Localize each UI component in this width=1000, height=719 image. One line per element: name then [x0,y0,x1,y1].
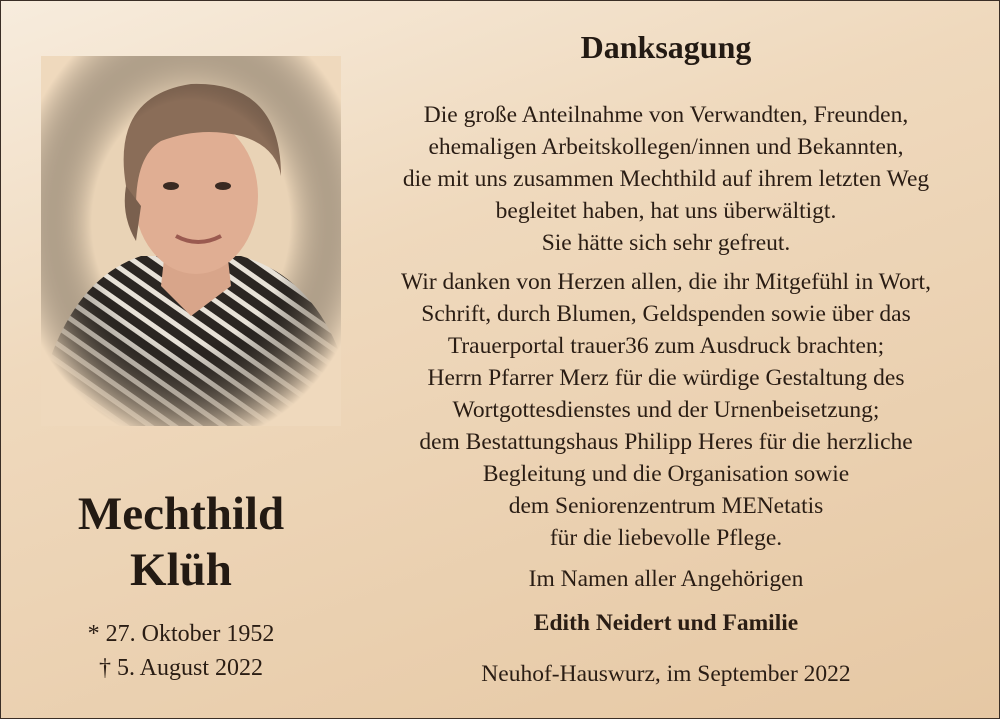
text-line: für die liebevolle Pflege. [549,525,783,551]
deceased-last-name: Klüh [130,544,232,596]
deceased-first-name: Mechthild [77,488,285,540]
paragraph-gratitude [346,99,986,227]
text-line: Begleitung und die Organisation sowie [482,461,850,487]
text-line: Wir danken von Herzen allen, die ihr Mitgefühl in Wort, [401,269,931,295]
text-line: dem Seniorenzentrum MENetatis [508,493,824,519]
text-line: begleitet haben, hat uns überwältigt. [495,198,837,224]
closing-line: Im Namen aller Angehörigen [528,566,804,592]
text-line: Die große Anteilnahme von Verwandten, Freunden, [423,102,909,128]
heading: Danksagung [580,29,752,65]
text-line: Wortgottesdienstes und der Urnenbeisetzung; [452,397,880,423]
place-date: Neuhof-Hauswurz, im September 2022 [481,661,851,687]
text-line: dem Bestattungshaus Philipp Heres für die herzliche [419,429,913,455]
paragraph-note: Sie hätte sich sehr gefreut. [541,230,791,256]
text-line: die mit uns zusammen Mechthild auf ihrem letzten Weg [402,166,930,192]
text-line: ehemaligen Arbeitskollegen/innen und Bekannten, [428,134,904,160]
text-line: Herrn Pfarrer Merz für die würdige Gestaltung des [427,365,905,391]
birth-date: * 27. Oktober 1952 [87,621,275,647]
death-date: † 5. August 2022 [98,655,263,681]
signature: Edith Neidert und Familie [533,610,799,636]
paragraph-thanks [346,266,986,554]
portrait-photo [41,56,341,426]
text-line: Schrift, durch Blumen, Geldspenden sowie über das [421,301,911,327]
text-line: Trauerportal trauer36 zum Ausdruck brachten; [447,333,885,359]
